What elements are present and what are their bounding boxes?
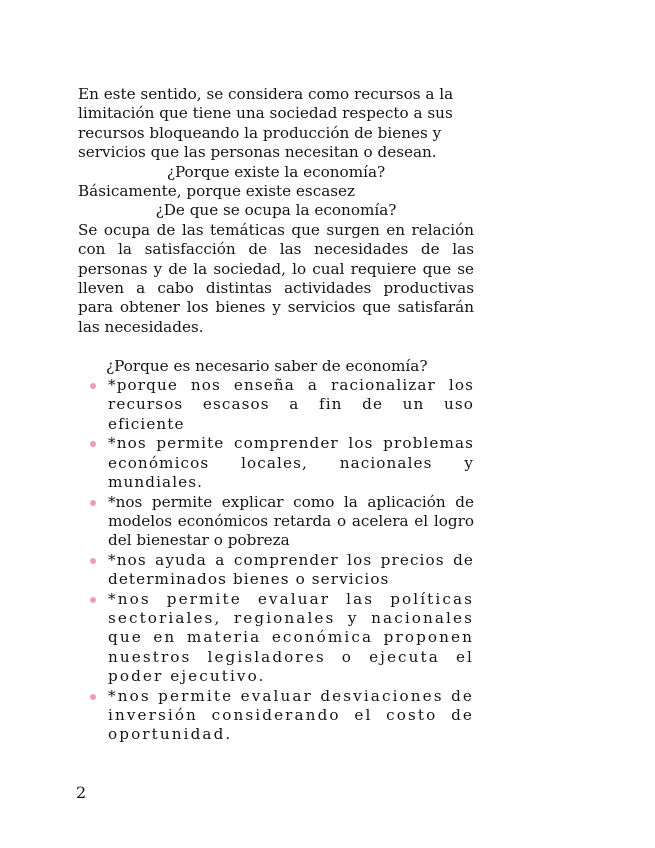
list-item [78, 376, 474, 434]
answer-what-economy-covers: Se ocupa de las temáticas que surgen en relación con la satisfacción de las necesidades de las personas y de la sociedad, lo cual requiere que se lleven a cabo distintas actividades productivas para obtener los bienes y servicios que satisfarán las necesidades. [78, 220, 474, 336]
list-item-text: *nos permite evaluar desviaciones de inversión considerando el costo de oportunidad. [108, 686, 474, 744]
question-why-economy-exists: ¿Porque existe la economía? [166, 162, 386, 181]
list-item-text: *nos permite comprender los problemas económicos locales, nacionales y mundiales. [108, 434, 474, 492]
list-item [78, 551, 474, 590]
bullet-dot-icon [90, 441, 96, 447]
question-what-economy-covers: ¿De que se ocupa la economía? [155, 201, 397, 220]
bullet-dot-icon [90, 558, 96, 564]
bullet-dot-icon [90, 694, 96, 700]
list-item [78, 434, 474, 492]
list-item-text: *nos permite explicar como la aplicación de modelos económicos retarda o acelera el logro del bienestar o pobreza [108, 492, 474, 550]
bullet-dot-icon [90, 500, 96, 506]
bullet-dot-icon [90, 383, 96, 389]
list-item [78, 687, 474, 745]
reasons-list [78, 376, 474, 745]
intro-paragraph: En este sentido, se considera como recursos a la limitación que tiene una sociedad respecto a sus recursos bloqueando la producción de bienes y servicios que las personas necesitan o desean. [78, 85, 454, 162]
answer-why-economy-exists: Básicamente, porque existe escasez [78, 182, 356, 201]
list-item-text: *nos permite evaluar las políticas sectoriales, regionales y nacionales que en materia económica proponen nuestros legisladores o ejecuta el poder ejecutivo. [108, 589, 474, 686]
list-item-text: *nos ayuda a comprender los precios de determinados bienes o servicios [108, 550, 474, 589]
list-item-text: *porque nos enseña a racionalizar los recursos escasos a fin de un uso eficiente [108, 376, 474, 433]
page-number: 2 [76, 783, 87, 802]
list-heading: ¿Porque es necesario saber de economía? [106, 356, 428, 375]
list-item [78, 590, 474, 687]
bullet-dot-icon [90, 597, 96, 603]
list-item [78, 493, 474, 551]
document-body [78, 85, 474, 745]
